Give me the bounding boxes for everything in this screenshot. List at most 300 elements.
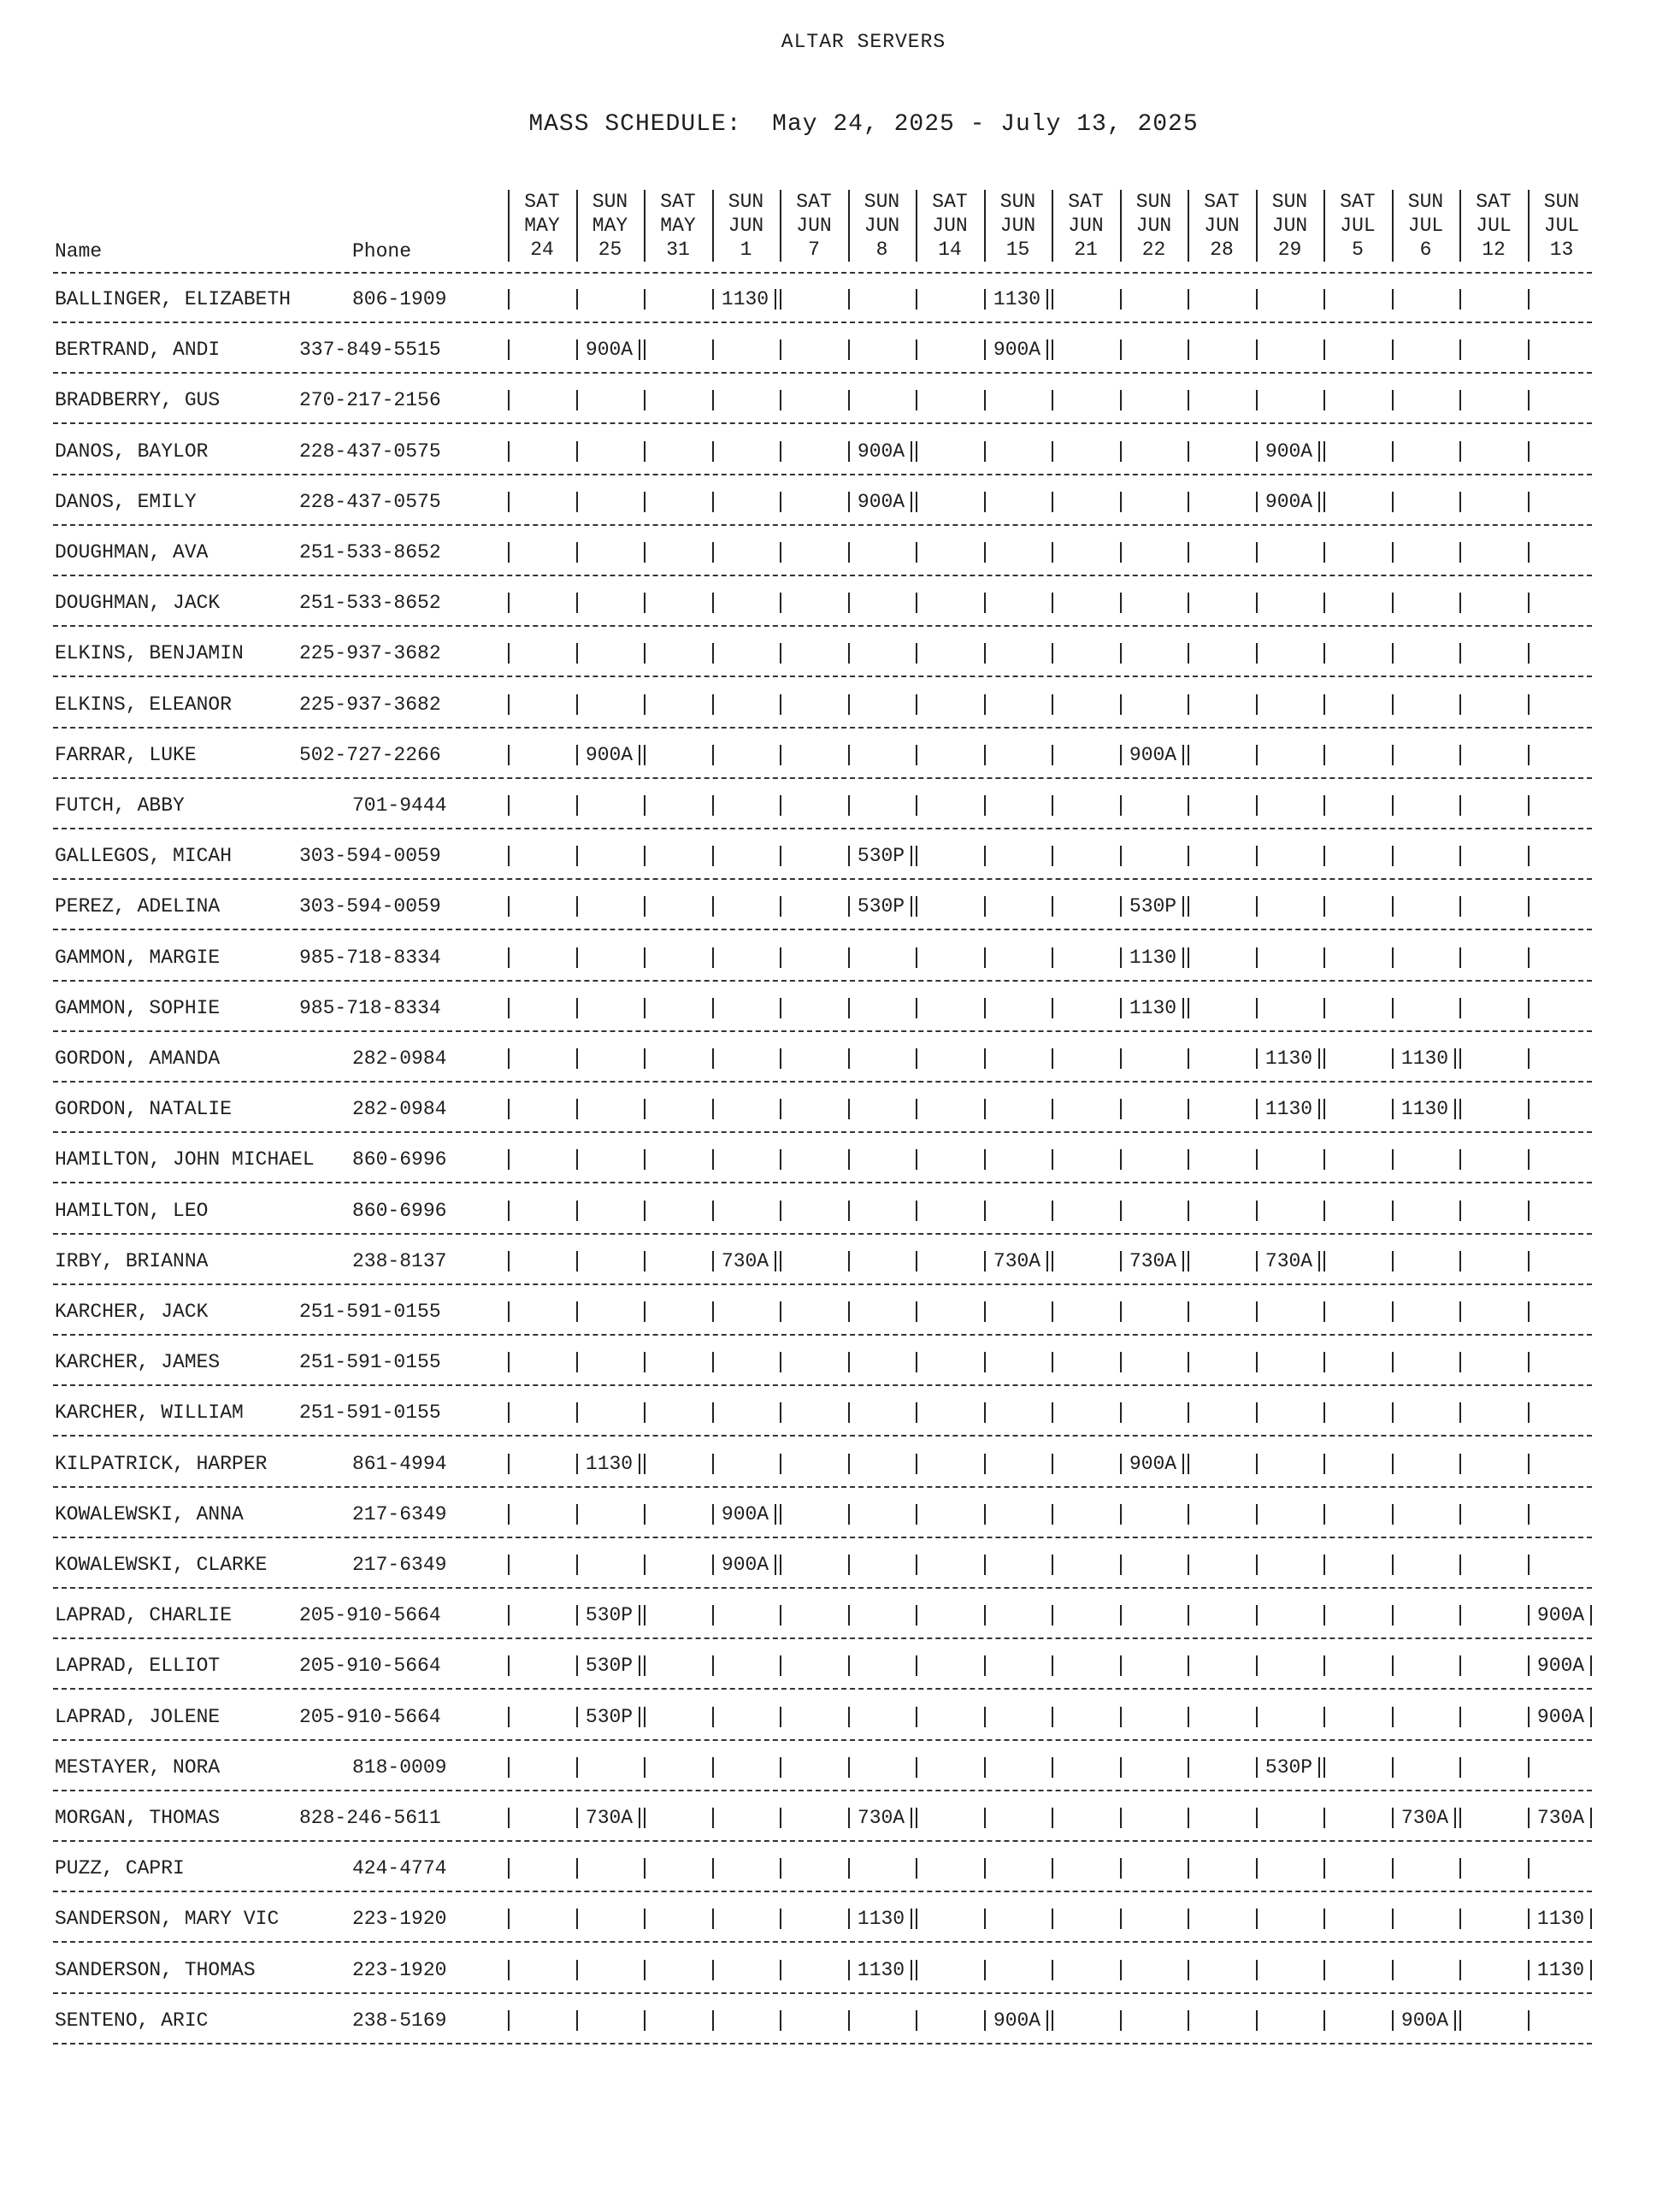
- column-day: SAT: [932, 191, 968, 213]
- cell-separator: [1323, 1402, 1325, 1423]
- server-phone: 251-533-8652: [299, 592, 441, 615]
- cell-separator: [1188, 390, 1189, 410]
- cell-separator: [1052, 289, 1053, 310]
- cell-separator: [508, 492, 510, 512]
- cell-separator: [916, 745, 917, 765]
- cell-separator: [508, 947, 510, 968]
- cell-separator: [576, 339, 578, 360]
- row-divider: [53, 322, 1592, 323]
- cell-separator: [576, 795, 578, 816]
- column-day: SAT: [1068, 191, 1104, 213]
- cell-separator: [1256, 390, 1258, 410]
- cell-separator: [508, 1960, 510, 1980]
- cell-separator: [916, 1099, 917, 1119]
- cell-separator: [712, 1707, 714, 1727]
- cell-separator: [644, 1707, 645, 1727]
- cell-separator: [1188, 1251, 1189, 1272]
- server-name: DANOS, EMILY: [55, 490, 197, 513]
- cell-separator: [780, 2010, 781, 2031]
- cell-separator: [576, 1858, 578, 1879]
- cell-separator: [780, 1757, 781, 1778]
- cell-separator: [644, 1960, 645, 1980]
- cell-close-bar: [911, 1909, 912, 1929]
- column-date: 12: [1482, 239, 1506, 261]
- cell-separator: [1188, 947, 1189, 968]
- column-date: 13: [1549, 239, 1574, 261]
- cell-separator: [508, 1555, 510, 1575]
- cell-separator: [916, 1909, 917, 1929]
- cell-separator: [1528, 1201, 1530, 1221]
- cell-separator: [1323, 947, 1325, 968]
- cell-separator: [712, 1149, 714, 1170]
- cell-separator: [984, 947, 986, 968]
- column-month: JUN: [1135, 215, 1172, 237]
- cell-separator: [576, 1402, 578, 1423]
- cell-separator: [1120, 289, 1122, 310]
- cell-separator: [1528, 339, 1530, 360]
- cell-separator: [712, 896, 714, 917]
- cell-separator: [780, 1605, 781, 1626]
- server-phone: 205-910-5664: [299, 1655, 441, 1678]
- phone-column-header: Phone: [352, 240, 412, 263]
- cell-separator: [508, 1301, 510, 1322]
- cell-separator: [780, 1504, 781, 1525]
- row-divider: [53, 1688, 1592, 1690]
- cell-separator: [1188, 846, 1189, 866]
- cell-separator: [1188, 1808, 1189, 1828]
- cell-separator: [1052, 947, 1053, 968]
- cell-separator: [712, 795, 714, 816]
- cell-separator: [1188, 643, 1189, 664]
- schedule-cell: 900A: [1536, 1705, 1585, 1728]
- cell-separator: [780, 1707, 781, 1727]
- column-month: JUL: [1543, 215, 1580, 237]
- cell-separator: [1052, 1201, 1053, 1221]
- cell-separator: [1459, 1909, 1461, 1929]
- cell-separator: [1459, 694, 1461, 715]
- server-name: DOUGHMAN, AVA: [55, 541, 209, 563]
- schedule-cell: 1130: [721, 288, 769, 310]
- cell-separator: [1188, 1757, 1189, 1778]
- cell-separator: [1528, 1251, 1530, 1272]
- cell-separator: [1188, 492, 1189, 512]
- cell-separator: [1528, 1352, 1530, 1372]
- column-date: 24: [530, 239, 554, 261]
- server-name: GAMMON, MARGIE: [55, 946, 221, 969]
- cell-separator: [1323, 1504, 1325, 1525]
- row-divider: [53, 1334, 1592, 1336]
- cell-separator: [644, 694, 645, 715]
- cell-separator: [984, 1960, 986, 1980]
- row-divider: [53, 1081, 1592, 1083]
- cell-separator: [1323, 390, 1325, 410]
- cell-separator: [780, 1251, 781, 1272]
- cell-separator: [1052, 1555, 1053, 1575]
- cell-separator: [1052, 1048, 1053, 1069]
- cell-separator: [1188, 1707, 1189, 1727]
- cell-separator: [1188, 1504, 1189, 1525]
- cell-separator: [984, 1454, 986, 1474]
- cell-separator: [1188, 1605, 1189, 1626]
- cell-separator: [1052, 1099, 1053, 1119]
- cell-separator: [1392, 542, 1394, 563]
- cell-separator: [1323, 795, 1325, 816]
- cell-separator: [1188, 1048, 1189, 1069]
- cell-separator: [1323, 1149, 1325, 1170]
- cell-separator: [984, 492, 986, 512]
- cell-separator: [848, 694, 850, 715]
- cell-separator: [644, 2010, 645, 2031]
- cell-separator: [780, 1555, 781, 1575]
- cell-separator: [1528, 745, 1530, 765]
- cell-separator: [1120, 694, 1122, 715]
- cell-separator: [1323, 1048, 1325, 1069]
- cell-separator: [1188, 1655, 1189, 1676]
- cell-separator: [644, 390, 645, 410]
- cell-separator: [1323, 745, 1325, 765]
- cell-separator: [712, 643, 714, 664]
- cell-separator: [1528, 947, 1530, 968]
- cell-separator: [508, 1352, 510, 1372]
- cell-close-bar: [775, 1555, 776, 1575]
- cell-separator: [1392, 339, 1394, 360]
- cell-close-bar: [1046, 2010, 1048, 2031]
- cell-separator: [916, 1808, 917, 1828]
- cell-close-bar: [1454, 1048, 1456, 1069]
- cell-close-bar: [639, 1707, 640, 1727]
- cell-separator: [576, 542, 578, 563]
- cell-separator: [576, 1099, 578, 1119]
- cell-separator: [644, 289, 645, 310]
- header-separator: [644, 190, 645, 262]
- cell-separator: [848, 1757, 850, 1778]
- row-divider: [53, 1941, 1592, 1943]
- cell-separator: [1188, 2010, 1189, 2031]
- cell-separator: [1052, 1149, 1053, 1170]
- cell-separator: [1392, 1757, 1394, 1778]
- cell-separator: [780, 1858, 781, 1879]
- cell-separator: [1323, 1757, 1325, 1778]
- schedule-cell: 530P: [585, 1604, 634, 1627]
- schedule-cell: 1130: [857, 1958, 905, 1981]
- column-month: JUN: [1271, 215, 1308, 237]
- cell-separator: [984, 846, 986, 866]
- column-date: 5: [1352, 239, 1364, 261]
- cell-separator: [576, 1301, 578, 1322]
- cell-separator: [780, 542, 781, 563]
- schedule-cell: 530P: [1129, 895, 1177, 918]
- cell-close-bar: [639, 1808, 640, 1828]
- cell-separator: [712, 492, 714, 512]
- cell-separator: [1528, 2010, 1530, 2031]
- cell-separator: [848, 2010, 850, 2031]
- cell-separator: [780, 1149, 781, 1170]
- cell-separator: [508, 795, 510, 816]
- cell-separator: [576, 1808, 578, 1828]
- cell-separator: [1256, 441, 1258, 462]
- cell-close-bar: [1318, 1099, 1320, 1119]
- cell-separator: [1459, 1201, 1461, 1221]
- schedule-cell: 730A: [1536, 1807, 1585, 1829]
- cell-separator: [984, 1048, 986, 1069]
- cell-separator: [984, 390, 986, 410]
- cell-separator: [780, 1402, 781, 1423]
- cell-separator: [1392, 1048, 1394, 1069]
- cell-separator: [1052, 1454, 1053, 1474]
- cell-separator: [780, 694, 781, 715]
- cell-separator: [780, 1808, 781, 1828]
- schedule-cell: 730A: [1129, 1249, 1177, 1272]
- cell-separator: [508, 643, 510, 664]
- column-month: JUN: [1204, 215, 1240, 237]
- server-name: KILPATRICK, HARPER: [55, 1452, 268, 1475]
- cell-separator: [780, 1960, 781, 1980]
- cell-separator: [712, 1655, 714, 1676]
- cell-separator: [1392, 1251, 1394, 1272]
- cell-separator: [1528, 1707, 1530, 1727]
- column-month: JUN: [796, 215, 832, 237]
- cell-close-bar: [775, 1251, 776, 1272]
- column-day: SUN: [728, 191, 764, 213]
- server-name: PEREZ, ADELINA: [55, 895, 221, 918]
- cell-separator: [1120, 998, 1122, 1018]
- cell-separator: [644, 492, 645, 512]
- cell-separator: [576, 1454, 578, 1474]
- cell-separator: [712, 947, 714, 968]
- cell-separator: [576, 593, 578, 613]
- server-name: DANOS, BAYLOR: [55, 440, 209, 463]
- server-name: SENTENO, ARIC: [55, 2009, 209, 2032]
- cell-separator: [1188, 441, 1189, 462]
- cell-separator: [1188, 795, 1189, 816]
- cell-separator: [1256, 998, 1258, 1018]
- server-phone: 228-437-0575: [299, 440, 441, 463]
- cell-separator: [780, 1201, 781, 1221]
- cell-close-bar: [911, 441, 912, 462]
- cell-separator: [1323, 1301, 1325, 1322]
- column-day: SUN: [1271, 191, 1308, 213]
- cell-separator: [780, 390, 781, 410]
- server-phone: 818-0009: [352, 1755, 447, 1779]
- cell-separator: [1052, 998, 1053, 1018]
- cell-separator: [984, 1858, 986, 1879]
- cell-separator: [916, 390, 917, 410]
- cell-separator: [1528, 1960, 1530, 1980]
- server-name: GALLEGOS, MICAH: [55, 845, 233, 868]
- column-month: JUN: [999, 215, 1036, 237]
- server-name: IRBY, BRIANNA: [55, 1249, 209, 1272]
- cell-separator: [1052, 1352, 1053, 1372]
- cell-separator: [1188, 745, 1189, 765]
- cell-separator: [1256, 2010, 1258, 2031]
- header-separator: [576, 190, 578, 262]
- cell-close-bar: [775, 1504, 776, 1525]
- cell-separator: [916, 289, 917, 310]
- cell-separator: [1256, 1605, 1258, 1626]
- cell-close-bar: [1046, 289, 1048, 310]
- cell-separator: [1120, 1960, 1122, 1980]
- cell-separator: [1528, 1858, 1530, 1879]
- cell-separator: [984, 1099, 986, 1119]
- cell-separator: [984, 795, 986, 816]
- cell-separator: [712, 542, 714, 563]
- cell-separator: [1528, 1402, 1530, 1423]
- server-phone: 205-910-5664: [299, 1604, 441, 1627]
- server-name: MORGAN, THOMAS: [55, 1807, 221, 1829]
- server-phone: 225-937-3682: [299, 642, 441, 665]
- row-divider: [53, 1840, 1592, 1842]
- cell-separator: [1052, 1808, 1053, 1828]
- cell-separator: [1528, 1454, 1530, 1474]
- column-day: SAT: [796, 191, 832, 213]
- row-divider: [53, 777, 1592, 779]
- cell-separator: [1052, 339, 1053, 360]
- schedule-cell: 730A: [721, 1249, 769, 1272]
- cell-separator: [1188, 1149, 1189, 1170]
- column-month: MAY: [660, 215, 696, 237]
- header-separator: [1528, 190, 1530, 262]
- schedule-cell: 530P: [1264, 1755, 1313, 1779]
- cell-separator: [644, 795, 645, 816]
- cell-separator: [712, 1099, 714, 1119]
- cell-separator: [576, 1960, 578, 1980]
- cell-separator: [1256, 1960, 1258, 1980]
- schedule-cell: 1130: [1536, 1958, 1585, 1981]
- cell-separator: [848, 1099, 850, 1119]
- server-phone: 424-4774: [352, 1857, 447, 1880]
- cell-separator: [1323, 2010, 1325, 2031]
- schedule-cell: 730A: [1400, 1807, 1449, 1829]
- cell-separator: [916, 947, 917, 968]
- cell-separator: [848, 339, 850, 360]
- cell-separator: [576, 1707, 578, 1727]
- cell-close-bar: [911, 896, 912, 917]
- cell-separator: [1528, 1149, 1530, 1170]
- cell-separator: [576, 1251, 578, 1272]
- cell-separator: [1323, 1555, 1325, 1575]
- cell-separator: [644, 1605, 645, 1626]
- cell-separator: [1392, 795, 1394, 816]
- cell-separator: [916, 339, 917, 360]
- cell-separator: [984, 896, 986, 917]
- cell-separator: [1120, 1201, 1122, 1221]
- cell-separator: [1528, 492, 1530, 512]
- server-name: KARCHER, WILLIAM: [55, 1401, 244, 1425]
- schedule-cell: 530P: [857, 895, 905, 918]
- cell-separator: [712, 1352, 714, 1372]
- server-phone: 238-8137: [352, 1249, 447, 1272]
- server-phone: 701-9444: [352, 794, 447, 817]
- column-day: SUN: [1407, 191, 1444, 213]
- cell-separator: [848, 1960, 850, 1980]
- cell-separator: [1256, 1909, 1258, 1929]
- cell-separator: [712, 745, 714, 765]
- cell-separator: [780, 1048, 781, 1069]
- cell-separator: [1392, 1605, 1394, 1626]
- cell-separator: [1256, 1201, 1258, 1221]
- cell-close-bar: [1182, 745, 1184, 765]
- header-separator: [916, 190, 917, 262]
- cell-separator: [848, 1808, 850, 1828]
- cell-separator: [508, 1402, 510, 1423]
- cell-separator: [1052, 593, 1053, 613]
- cell-separator: [848, 745, 850, 765]
- cell-close-bar: [1454, 1099, 1456, 1119]
- cell-separator: [1528, 289, 1530, 310]
- cell-separator: [848, 441, 850, 462]
- cell-separator: [1052, 492, 1053, 512]
- cell-separator: [1188, 542, 1189, 563]
- cell-separator: [916, 1048, 917, 1069]
- cell-separator: [1256, 1504, 1258, 1525]
- server-phone: 861-4994: [352, 1452, 447, 1475]
- column-month: JUL: [1407, 215, 1444, 237]
- cell-separator: [576, 1352, 578, 1372]
- cell-separator: [508, 1454, 510, 1474]
- cell-separator: [1256, 1099, 1258, 1119]
- cell-separator: [848, 1707, 850, 1727]
- column-day: SAT: [1204, 191, 1240, 213]
- row-divider: [53, 1030, 1592, 1032]
- cell-separator: [1256, 1808, 1258, 1828]
- cell-separator: [1528, 694, 1530, 715]
- cell-separator: [712, 339, 714, 360]
- row-divider: [53, 474, 1592, 475]
- row-divider: [53, 1891, 1592, 1892]
- cell-separator: [1256, 1555, 1258, 1575]
- cell-separator: [780, 1099, 781, 1119]
- cell-separator: [1256, 795, 1258, 816]
- server-name: HAMILTON, JOHN MICHAEL: [55, 1148, 315, 1171]
- cell-separator: [712, 1858, 714, 1879]
- cell-separator: [1459, 1605, 1461, 1626]
- cell-separator: [576, 2010, 578, 2031]
- header-separator: [1459, 190, 1461, 262]
- cell-separator: [780, 1352, 781, 1372]
- server-phone: 270-217-2156: [299, 389, 441, 412]
- cell-separator: [1528, 1301, 1530, 1322]
- cell-separator: [916, 1707, 917, 1727]
- cell-separator: [576, 289, 578, 310]
- row-divider: [53, 1739, 1592, 1741]
- column-date: 25: [598, 239, 622, 261]
- cell-separator: [1256, 1707, 1258, 1727]
- cell-separator: [644, 1301, 645, 1322]
- cell-separator: [576, 1201, 578, 1221]
- cell-separator: [644, 896, 645, 917]
- schedule-cell: 530P: [585, 1655, 634, 1678]
- server-phone: 985-718-8334: [299, 946, 441, 969]
- cell-separator: [1120, 1149, 1122, 1170]
- server-phone: 251-591-0155: [299, 1301, 441, 1323]
- cell-separator: [508, 339, 510, 360]
- cell-separator: [1459, 1402, 1461, 1423]
- row-divider: [53, 980, 1592, 982]
- cell-separator: [712, 1301, 714, 1322]
- server-phone: 860-6996: [352, 1199, 447, 1222]
- server-name: DOUGHMAN, JACK: [55, 592, 221, 615]
- cell-separator: [1528, 998, 1530, 1018]
- schedule-cell: 900A: [993, 339, 1041, 362]
- cell-separator: [1052, 1757, 1053, 1778]
- header-separator: [1323, 190, 1325, 262]
- cell-separator: [1392, 1149, 1394, 1170]
- cell-separator: [644, 339, 645, 360]
- column-day: SUN: [999, 191, 1036, 213]
- header-separator: [1120, 190, 1122, 262]
- cell-separator: [1392, 593, 1394, 613]
- cell-separator: [1188, 896, 1189, 917]
